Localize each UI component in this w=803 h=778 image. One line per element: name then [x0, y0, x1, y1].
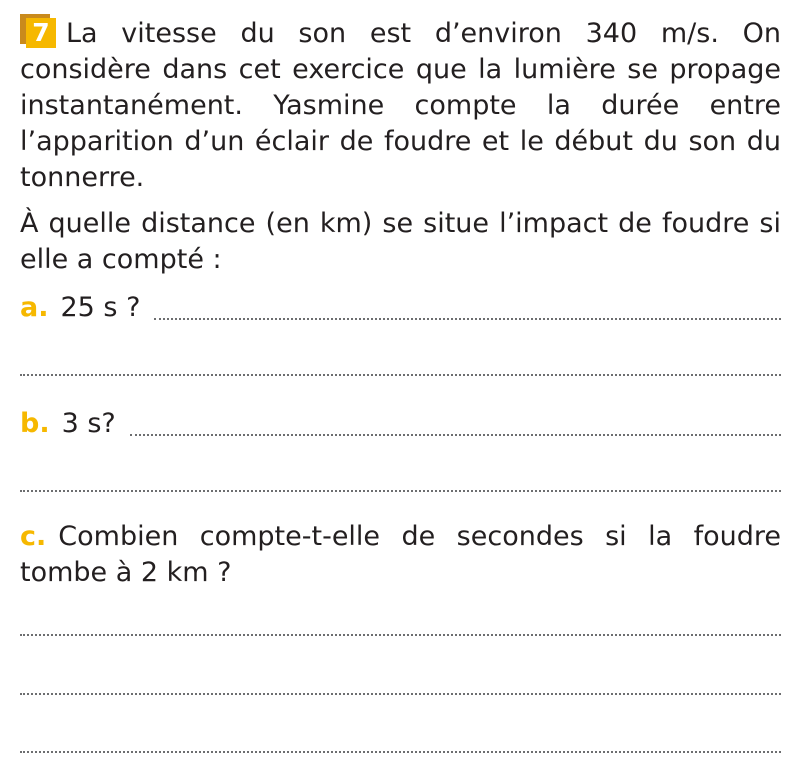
answer-line-c2[interactable] [20, 693, 781, 695]
exercise-intro [20, 14, 781, 196]
answer-line-b2[interactable] [20, 490, 781, 492]
item-c [20, 519, 781, 591]
exercise-number: 7 [26, 18, 56, 48]
item-a-letter: a. [20, 292, 49, 323]
item-c-text: Combien compte-t-elle de secondes si la foudre tombe à 2 km ? [20, 521, 781, 588]
answer-line-a1[interactable] [154, 318, 781, 320]
exercise-number-badge [20, 14, 56, 46]
exercise-7 [20, 14, 781, 588]
exercise-question: À quelle distance (en km) se situe l’impact de foudre si elle a compté : [20, 208, 781, 275]
item-b-letter: b. [20, 408, 50, 439]
answer-line-c1[interactable] [20, 634, 781, 636]
item-b-line [20, 406, 781, 442]
answer-line-a2[interactable] [20, 374, 781, 376]
item-b-text: 3 s? [61, 408, 116, 439]
item-b [20, 406, 781, 442]
item-a [20, 290, 781, 326]
exercise-intro-text: La vitesse du son est d’environ 340 m/s. On considère dans cet exercice que la lumière se propage instantanément. Yasmine compte la durée entre l’apparition d’un éclair de foudre et le début du son du tonnerre. [20, 18, 781, 193]
item-a-text: 25 s ? [60, 292, 141, 323]
item-c-letter: c. [20, 521, 47, 552]
answer-line-b1[interactable] [130, 434, 781, 436]
item-a-line [20, 290, 781, 326]
answer-line-c3[interactable] [20, 751, 781, 753]
